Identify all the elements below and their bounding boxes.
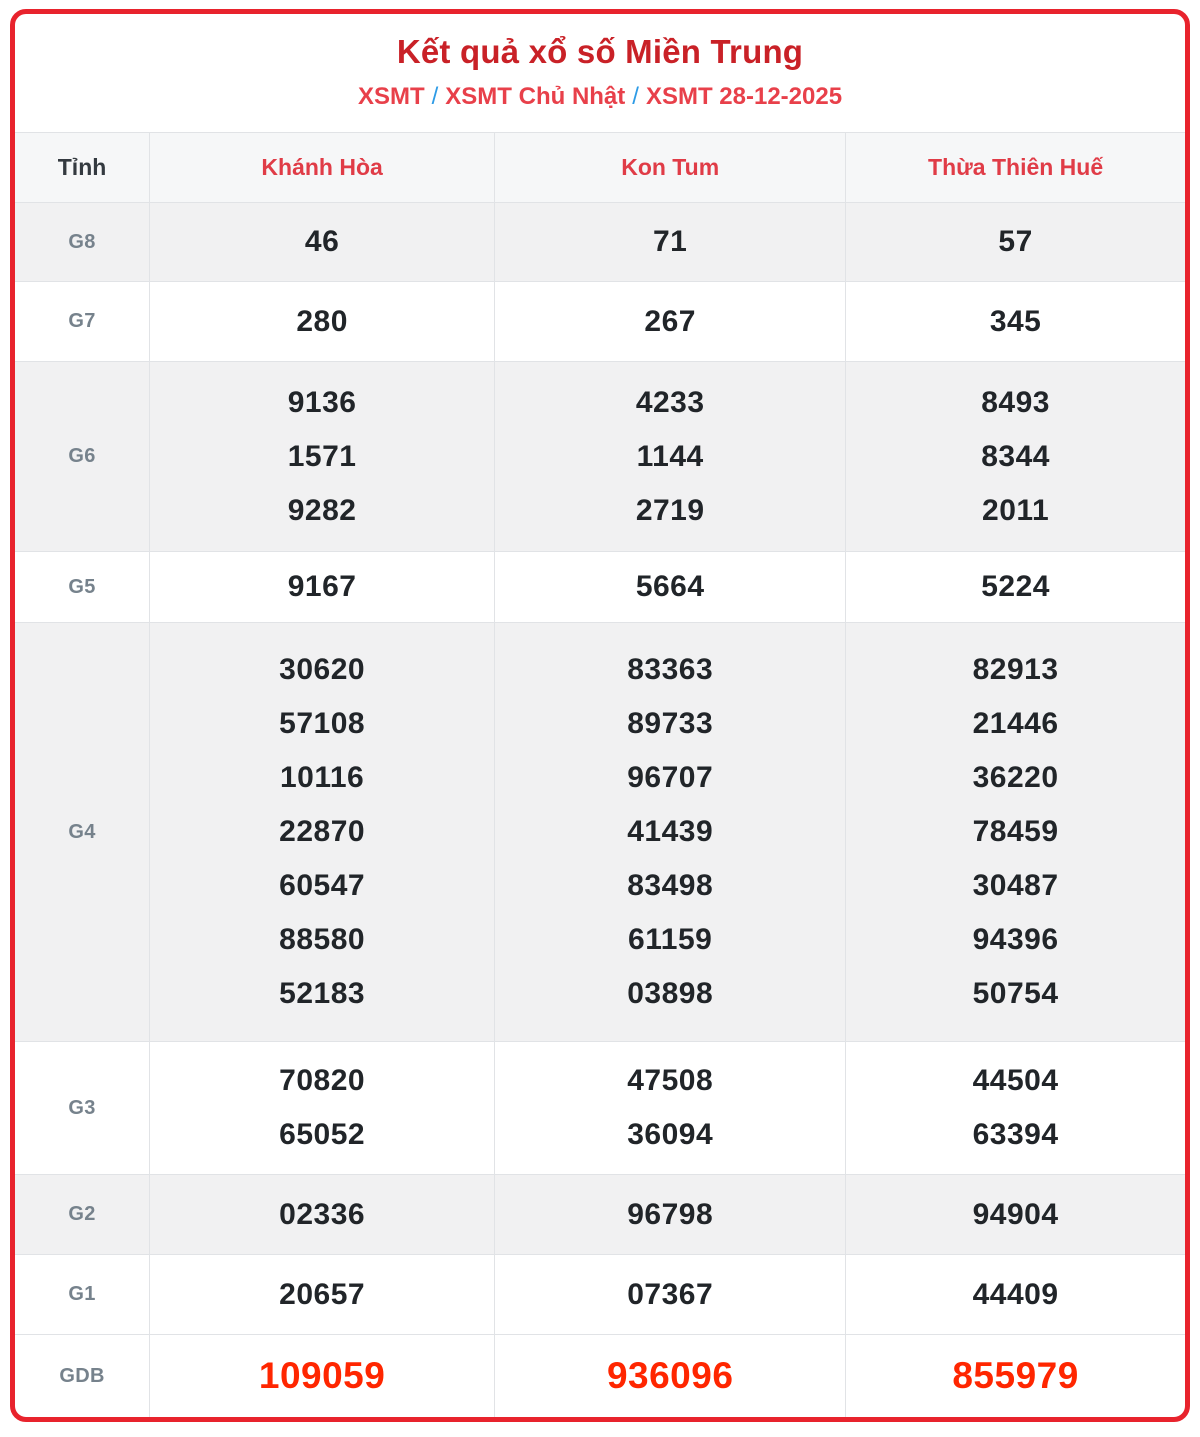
- jackpot-number: 855979: [952, 1355, 1079, 1396]
- prize-number: 65052: [279, 1118, 366, 1151]
- prize-number: 83498: [627, 869, 714, 902]
- prize-number: 4233: [635, 385, 705, 419]
- table-row-g4: [15, 623, 1185, 1042]
- prize-number: 57108: [279, 707, 366, 740]
- prize-label: G4: [15, 623, 150, 1042]
- prize-number: 44409: [972, 1277, 1059, 1311]
- prize-number: 57: [998, 225, 1033, 258]
- results-table: [15, 132, 1185, 1417]
- title-block: [15, 14, 1185, 132]
- breadcrumb: [15, 83, 1185, 111]
- prize-number: 47508: [627, 1064, 714, 1097]
- prize-label: G2: [15, 1175, 150, 1255]
- prize-number: 02336: [279, 1197, 366, 1231]
- column-header-khanh-hoa[interactable]: Khánh Hòa: [150, 133, 495, 203]
- table-row-g5: [15, 552, 1185, 623]
- prize-number: 8344: [981, 439, 1050, 473]
- prize-number: 9136: [287, 385, 357, 419]
- prize-number: 9282: [287, 493, 357, 527]
- prize-label: G8: [15, 203, 150, 282]
- jackpot-number: 936096: [606, 1355, 734, 1396]
- prize-number: 21446: [972, 707, 1059, 740]
- jackpot-number: 109059: [258, 1355, 386, 1396]
- prize-number: 07367: [627, 1277, 714, 1311]
- prize-number: 50754: [972, 977, 1059, 1010]
- prize-label: G1: [15, 1255, 150, 1335]
- prize-number: 9167: [287, 570, 357, 603]
- prize-number: 30487: [972, 869, 1059, 902]
- table-row-g6: [15, 362, 1185, 552]
- prize-number: 03898: [627, 977, 714, 1010]
- prize-number: 94904: [972, 1197, 1059, 1231]
- prize-label: G7: [15, 282, 150, 362]
- prize-number: 2011: [982, 493, 1050, 527]
- prize-number: 2719: [635, 493, 705, 527]
- prize-number: 41439: [627, 815, 714, 848]
- prize-number: 96707: [627, 761, 714, 794]
- prize-number: 267: [644, 304, 696, 338]
- prize-number: 63394: [972, 1118, 1059, 1151]
- column-header-province: Tỉnh: [15, 133, 150, 203]
- prize-label: GDB: [15, 1335, 150, 1418]
- prize-number: 88580: [279, 923, 366, 956]
- prize-number: 60547: [279, 869, 366, 902]
- prize-number: 5224: [981, 570, 1050, 603]
- prize-number: 5664: [635, 570, 705, 603]
- prize-number: 70820: [279, 1064, 366, 1097]
- prize-number: 22870: [279, 815, 366, 848]
- prize-number: 1571: [287, 439, 357, 473]
- table-row-g1: [15, 1255, 1185, 1335]
- prize-number: 82913: [972, 653, 1059, 686]
- prize-number: 96798: [627, 1197, 714, 1231]
- prize-label: G3: [15, 1042, 150, 1175]
- prize-number: 36220: [972, 761, 1059, 794]
- table-row-g8: [15, 203, 1185, 282]
- prize-number: 71: [653, 225, 688, 258]
- page-title: Kết quả xổ số Miền Trung: [396, 33, 804, 70]
- table-row-g3: [15, 1042, 1185, 1175]
- prize-number: 52183: [279, 977, 366, 1010]
- prize-number: 89733: [627, 707, 714, 740]
- results-card: [10, 9, 1190, 1422]
- prize-number: 44504: [972, 1064, 1059, 1097]
- column-header-thua-thien-hue[interactable]: Thừa Thiên Huế: [846, 133, 1185, 203]
- prize-number: 280: [296, 304, 348, 338]
- prize-label: G6: [15, 362, 150, 552]
- table-row-g2: [15, 1175, 1185, 1255]
- table-row-g7: [15, 282, 1185, 362]
- prize-number: 1144: [636, 439, 704, 473]
- prize-number: 78459: [972, 815, 1059, 848]
- prize-number: 94396: [972, 923, 1059, 956]
- prize-number: 83363: [627, 653, 714, 686]
- column-header-kon-tum[interactable]: Kon Tum: [495, 133, 846, 203]
- prize-number: 61159: [628, 923, 713, 956]
- table-header-row: [15, 133, 1185, 203]
- breadcrumb-link-xsmt[interactable]: XSMT: [357, 83, 425, 110]
- prize-number: 20657: [279, 1277, 366, 1311]
- breadcrumb-separator: /: [431, 83, 439, 110]
- prize-number: 30620: [279, 653, 366, 686]
- prize-number: 8493: [981, 385, 1050, 419]
- prize-number: 345: [989, 304, 1042, 338]
- prize-number: 36094: [627, 1118, 714, 1151]
- breadcrumb-link-date[interactable]: XSMT 28-12-2025: [645, 83, 843, 110]
- breadcrumb-separator: /: [632, 83, 639, 110]
- prize-number: 10116: [279, 761, 365, 794]
- prize-number: 46: [304, 225, 340, 258]
- table-row-gdb: [15, 1335, 1185, 1418]
- prize-label: G5: [15, 552, 150, 623]
- breadcrumb-link-weekday[interactable]: XSMT Chủ Nhật: [445, 83, 626, 110]
